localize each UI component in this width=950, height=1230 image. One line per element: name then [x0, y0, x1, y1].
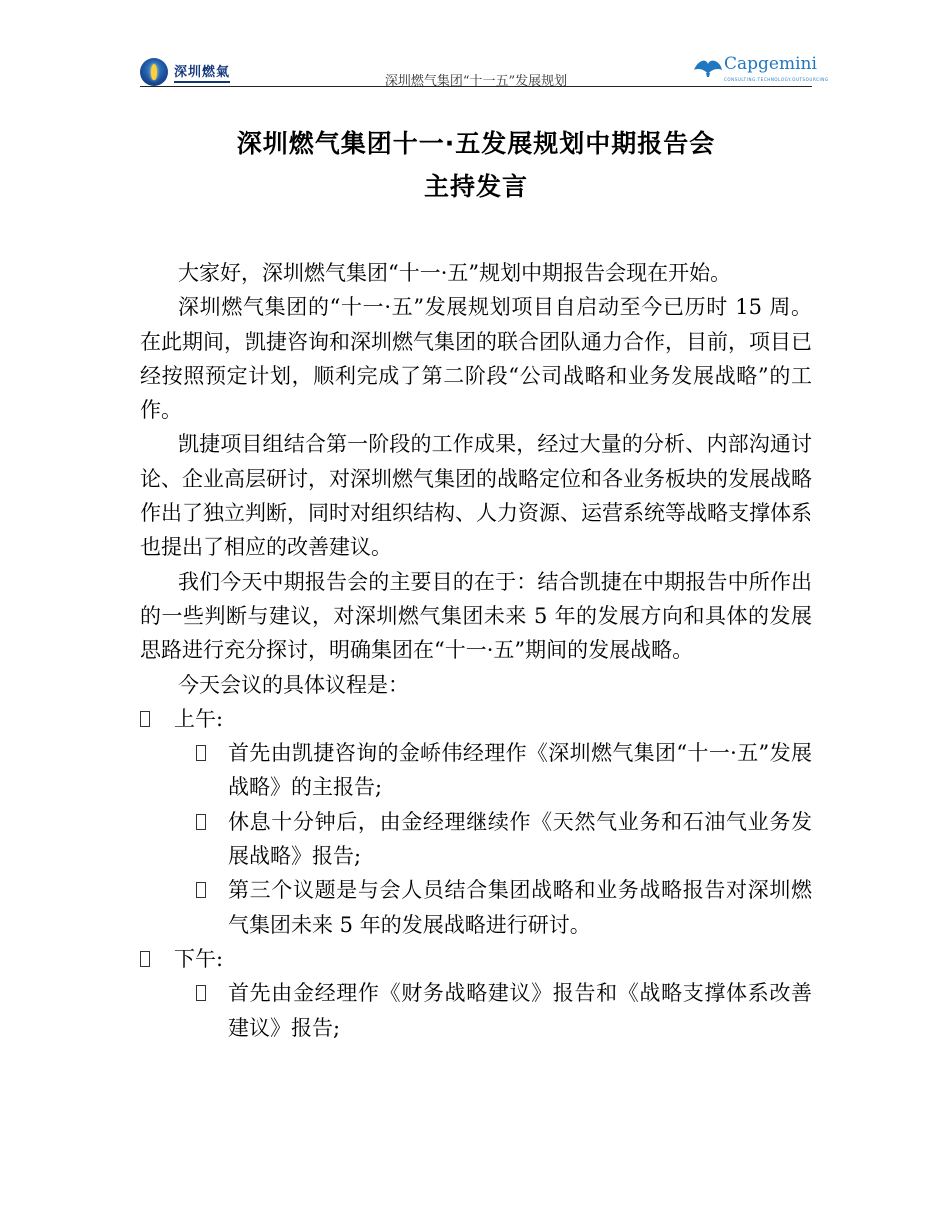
document-subtitle: 主持发言 [423, 172, 528, 201]
bullet-box-icon [196, 882, 206, 898]
paragraph-progress: 深圳燃气集团的“十一·五”发展规划项目自启动至今已历时 15 周。在此期间，凯捷咨询和深圳燃气集团的联合团队通力合作，目前，项目已经按照预定计划，顺利完成了第二阶段“公司战略和业务发展战略”的工作。 [140, 295, 812, 423]
header-title: 深圳燃气集团“十一五”发展规划 [384, 74, 568, 89]
document-body [140, 256, 812, 1045]
agenda-afternoon [140, 942, 812, 976]
bullet-box-icon [196, 985, 206, 1001]
agenda-item-text: 休息十分钟后，由金经理继续作《天然气业务和石油气业务发展战略》报告; [228, 809, 812, 869]
capgemini-logo [690, 54, 829, 88]
paragraph-purpose: 我们今天中期报告会的主要目的在于：结合凯捷在中期报告中所作出的一些判断与建议，对深圳燃气集团未来 5 年的发展方向和具体的发展思路进行充分探讨，明确集团在“十一·五”期间的发展战略。 [140, 569, 812, 663]
bullet-box-icon [196, 814, 206, 830]
bullet-box-icon [140, 951, 150, 967]
agenda-item-text: 首先由金经理作《财务战略建议》报告和《战略支撑体系改善建议》报告; [228, 981, 812, 1040]
agenda-item-text: 第三个议题是与会人员结合集团战略和业务战略报告对深圳燃气集团未来 5 年的发展战略进行研讨。 [228, 878, 812, 937]
agenda-item [140, 736, 812, 805]
agenda-item [140, 873, 812, 942]
capgemini-tagline: CONSULTING.TECHNOLOGY.OUTSOURCING [724, 77, 829, 82]
page-header [140, 52, 829, 89]
shenzhen-gas-logo-text: 深圳燃氣 [174, 61, 230, 83]
capgemini-spade-icon [692, 58, 724, 78]
bullet-box-icon [140, 711, 150, 727]
document-title: 深圳燃气集团十一·五发展规划中期报告会 [236, 129, 716, 158]
agenda-item-text: 首先由凯捷咨询的金峤伟经理作《深圳燃气集团“十一·五”发展战略》的主报告; [228, 741, 812, 800]
capgemini-wordmark: Capgemini [724, 54, 817, 74]
agenda-item [140, 976, 812, 1045]
agenda-item [140, 805, 812, 874]
agenda-morning [140, 702, 812, 736]
header-divider [140, 86, 812, 87]
paragraph-agenda-intro: 今天会议的具体议程是： [178, 672, 409, 697]
bullet-box-icon [196, 745, 206, 761]
agenda-morning-label: 上午: [174, 706, 224, 731]
paragraph-findings: 凯捷项目组结合第一阶段的工作成果，经过大量的分析、内部沟通讨论、企业高层研讨，对深圳燃气集团的战略定位和各业务板块的发展战略作出了独立判断，同时对组织结构、人力资源、运营系统等战略支撑体系也提出了相应的改善建议。 [140, 432, 812, 560]
agenda-afternoon-label: 下午: [174, 946, 224, 971]
paragraph-greeting: 大家好，深圳燃气集团“十一·五”规划中期报告会现在开始。 [178, 261, 732, 285]
